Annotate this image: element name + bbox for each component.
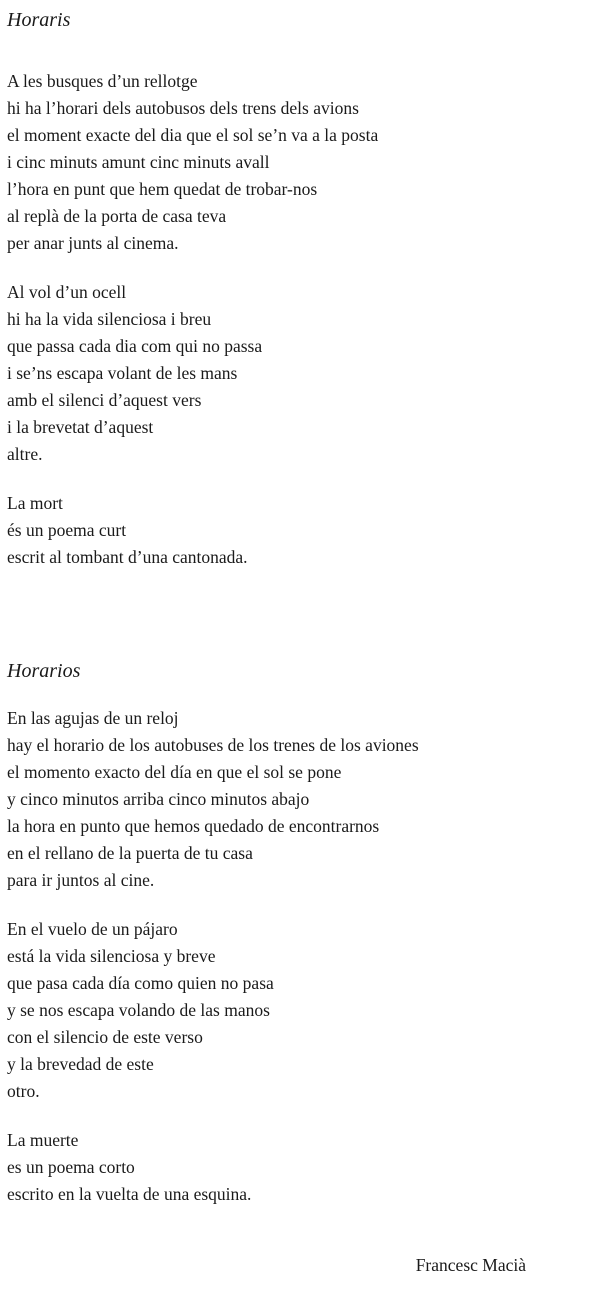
stanza-1 bbox=[7, 68, 597, 257]
stanza-2 bbox=[7, 916, 597, 1105]
poem-catalan bbox=[7, 8, 597, 571]
poem-line: i cinc minuts amunt cinc minuts avall bbox=[7, 152, 270, 172]
poem-line: y se nos escapa volando de las manos bbox=[7, 1000, 270, 1020]
poem-spanish bbox=[7, 659, 597, 1208]
poem-line: hi ha l’horari dels autobusos dels trens dels avions bbox=[7, 98, 359, 118]
poem-line: otro. bbox=[7, 1081, 40, 1101]
poem-title: Horaris bbox=[7, 9, 71, 31]
poem-line: escrit al tombant d’una cantonada. bbox=[7, 547, 248, 567]
poem-line: al replà de la porta de casa teva bbox=[7, 206, 227, 226]
poem-line: En el vuelo de un pájaro bbox=[7, 919, 178, 939]
poem-line: l’hora en punt que hem quedat de trobar-nos bbox=[7, 179, 318, 199]
poem-line: La muerte bbox=[7, 1130, 79, 1150]
poem-line: en el rellano de la puerta de tu casa bbox=[7, 843, 253, 863]
stanza-3 bbox=[7, 1127, 597, 1208]
stanza-2 bbox=[7, 279, 597, 468]
stanza-1 bbox=[7, 705, 597, 894]
poem-line: está la vida silenciosa y breve bbox=[7, 946, 216, 966]
poem-line: el moment exacte del dia que el sol se’n va a la posta bbox=[7, 125, 379, 145]
poem-line: que passa cada dia com qui no passa bbox=[7, 336, 263, 356]
stanza-3 bbox=[7, 490, 597, 571]
poem-line: és un poema curt bbox=[7, 520, 127, 540]
poem-line: i se’ns escapa volant de les mans bbox=[7, 363, 238, 383]
poem-line: i la brevetat d’aquest bbox=[7, 417, 154, 437]
author-signature: Francesc Macià bbox=[415, 1255, 526, 1275]
poem-line: y la brevedad de este bbox=[7, 1054, 154, 1074]
poem-line: Al vol d’un ocell bbox=[7, 282, 127, 302]
poem-title: Horarios bbox=[7, 660, 81, 682]
poem-line: escrito en la vuelta de una esquina. bbox=[7, 1184, 252, 1204]
poem-line: la hora en punto que hemos quedado de encontrarnos bbox=[7, 816, 380, 836]
poem-line: per anar junts al cinema. bbox=[7, 233, 179, 253]
poem-line: con el silencio de este verso bbox=[7, 1027, 203, 1047]
poem-line: hay el horario de los autobuses de los trenes de los aviones bbox=[7, 735, 419, 755]
poem-line: para ir juntos al cine. bbox=[7, 870, 155, 890]
poem-line: A les busques d’un rellotge bbox=[7, 71, 198, 91]
poem-line: altre. bbox=[7, 444, 43, 464]
poem-line: hi ha la vida silenciosa i breu bbox=[7, 309, 212, 329]
poem-line: que pasa cada día como quien no pasa bbox=[7, 973, 274, 993]
poem-line: es un poema corto bbox=[7, 1157, 135, 1177]
poem-line: amb el silenci d’aquest vers bbox=[7, 390, 202, 410]
poem-line: y cinco minutos arriba cinco minutos abajo bbox=[7, 789, 310, 809]
poem-line: el momento exacto del día en que el sol se pone bbox=[7, 762, 342, 782]
poem-line: En las agujas de un reloj bbox=[7, 708, 179, 728]
poem-line: La mort bbox=[7, 493, 63, 513]
